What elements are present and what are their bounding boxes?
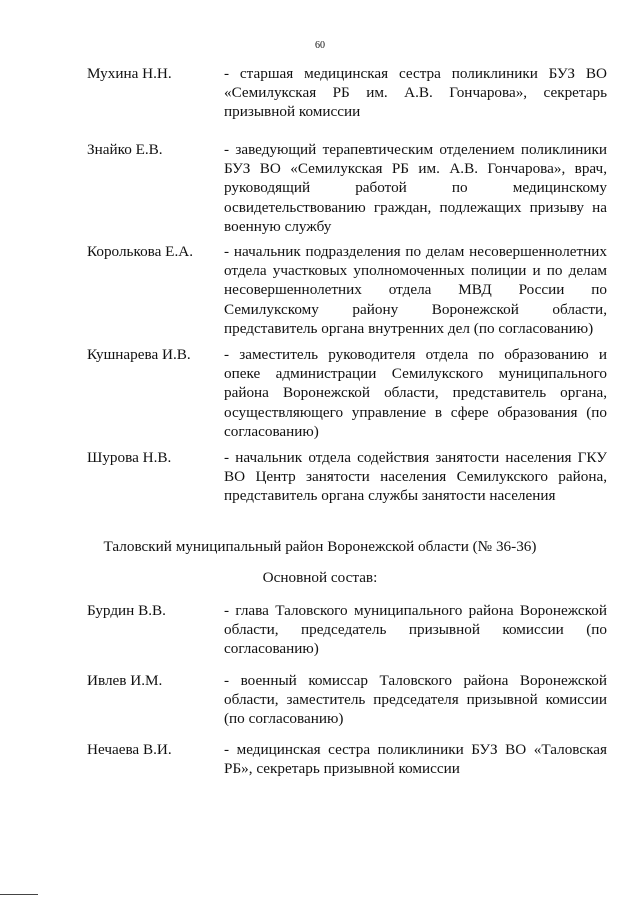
member-entry <box>87 242 607 338</box>
member-entry <box>87 345 607 441</box>
footnote-divider <box>0 894 38 895</box>
member-role: - глава Таловского муниципального района Воронежской области, председатель призывной комиссии (по согласованию) <box>224 602 607 658</box>
member-name: Нечаева В.И. <box>87 741 172 758</box>
member-role: - военный комиссар Таловского района Воронежской области, заместитель председателя призывной комиссии (по согласованию) <box>224 672 607 728</box>
composition-label: Основной состав: <box>262 569 378 586</box>
member-role: - заместитель руководителя отдела по образованию и опеке администрации Семилукского муниципального района Воронежской области, представитель органа, осуществляющего управление в сфере образования (по согласованию) <box>224 346 607 440</box>
member-role: - начальник подразделения по делам несовершеннолетних отдела участковых уполномоченных полиции и по делам несовершеннолетних отдела МВД России по Семилукскому району Воронежской области, представитель органа внутренних дел (по согласованию) <box>224 243 607 337</box>
member-role: - заведующий терапевтическим отделением поликлиники БУЗ ВО «Семилукская РБ им. А.В. Гончарова», врач, руководящий работой по медицинскому освидетельствованию граждан, подлежащих призыву на военную службу <box>224 141 607 235</box>
member-role: - медицинская сестра поликлиники БУЗ ВО «Таловская РБ», секретарь призывной комиссии <box>224 741 607 778</box>
page-number: 60 <box>315 40 325 51</box>
member-name: Мухина Н.Н. <box>87 65 172 82</box>
member-role: - начальник отдела содействия занятости населения ГКУ ВО Центр занятости населения Семилукского района, представитель органа службы занятости населения <box>224 449 607 505</box>
member-name: Бурдин В.В. <box>87 602 166 619</box>
member-entry <box>87 140 607 236</box>
member-entry <box>87 64 607 122</box>
member-entry <box>87 671 607 729</box>
member-name: Знайко Е.В. <box>87 141 163 158</box>
member-entry <box>87 740 607 778</box>
member-entry <box>87 601 607 659</box>
member-name: Кушнарева И.В. <box>87 346 191 363</box>
member-name: Шурова Н.В. <box>87 449 172 466</box>
district-title: Таловский муниципальный район Воронежской области (№ 36-36) <box>103 538 537 555</box>
member-role: - старшая медицинская сестра поликлиники БУЗ ВО «Семилукская РБ им. А.В. Гончарова», секретарь призывной комиссии <box>224 65 607 121</box>
member-name: Королькова Е.А. <box>87 243 194 260</box>
member-entry <box>87 448 607 506</box>
member-name: Ивлев И.М. <box>87 672 163 689</box>
